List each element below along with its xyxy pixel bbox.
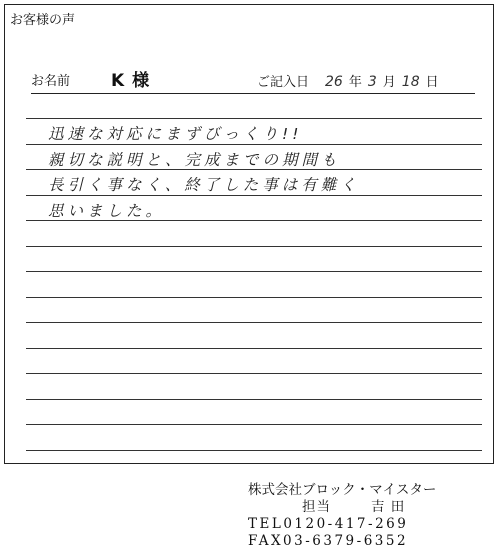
year-unit: 年: [348, 75, 362, 90]
ruled-line: [26, 424, 482, 425]
customer-name: K 様: [111, 71, 151, 91]
date-label: ご記入日: [257, 75, 310, 90]
ruled-line: [26, 297, 482, 298]
handwritten-message: [48, 122, 468, 224]
person-label: 担当: [302, 499, 331, 515]
ruled-line: [26, 450, 482, 451]
name-label: お名前: [31, 74, 71, 89]
ruled-line: [26, 399, 482, 400]
card-title: お客様の声: [10, 13, 76, 28]
date-year: 26: [325, 74, 343, 90]
month-unit: 月: [382, 75, 396, 90]
date-group: [257, 71, 439, 90]
message-line: 親切な説明と、完成までの期間も: [48, 150, 341, 169]
tel-number: TEL0120-417-269: [248, 516, 409, 532]
ruled-line: [26, 348, 482, 349]
message-line: 迅速な対応にまずびっくり!!: [48, 125, 303, 143]
company-name: 株式会社ブロック・マイスター: [248, 482, 437, 498]
person-row: [248, 499, 436, 516]
person-name: 吉 田: [371, 499, 406, 515]
company-footer: [248, 482, 436, 550]
date-day: 18: [401, 74, 420, 90]
message-line: 思いました。: [48, 201, 166, 220]
fax-number: FAX03-6379-6352: [248, 533, 409, 549]
ruled-line: [26, 271, 482, 272]
ruled-line: [26, 373, 482, 374]
message-line: 長引く事なく、終了した事は有難く: [48, 176, 360, 194]
ruled-line: [26, 246, 482, 247]
header-row: [31, 63, 475, 94]
date-month: 3: [367, 74, 377, 90]
ruled-line: [26, 118, 482, 119]
ruled-line: [26, 322, 482, 323]
day-unit: 日: [425, 75, 439, 90]
